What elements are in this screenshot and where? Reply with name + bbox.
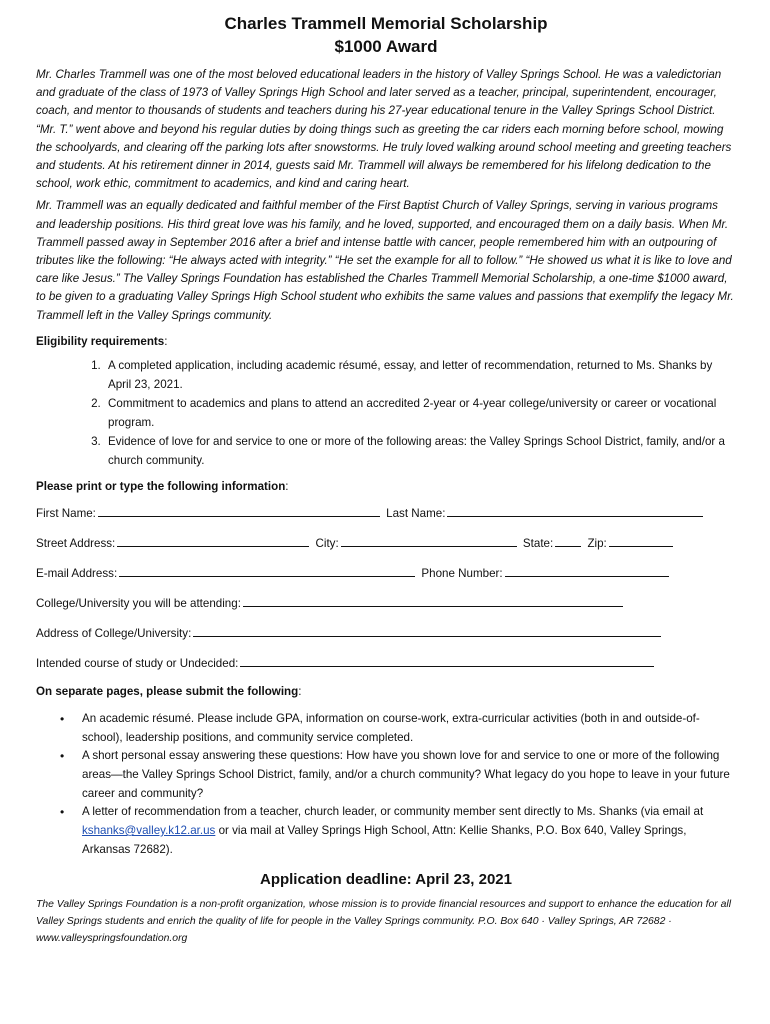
form-heading-colon: : xyxy=(285,479,289,493)
footer-text: The Valley Springs Foundation is a non-profit organization, whose mission is to provide financial resources and support to enhance the education for all Valley Springs students and enrich the quality of life for people in the Valley Springs community. P.O. Box 640 · Valley Springs, AR 72682 · www.valleyspringsfoundation.org xyxy=(36,899,732,945)
last-name-label: Last Name: xyxy=(386,506,446,520)
college-field[interactable] xyxy=(243,595,623,607)
name-row xyxy=(36,505,736,522)
eligibility-item-3: 3. Evidence of love for and service to one or more of the following areas: the Valley Springs School District, family, and/or a church community. xyxy=(104,432,736,470)
form-heading xyxy=(36,480,736,493)
state-field[interactable] xyxy=(555,535,581,547)
form-heading-text: Please print or type the following information xyxy=(36,479,286,493)
email-link[interactable]: kshanks@valley.k12.ar.us xyxy=(82,824,216,838)
course-row xyxy=(36,655,736,672)
submit-item-3-after: or via mail at Valley Springs High School, Attn: Kellie Shanks, P.O. Box 640, Valley Springs, Arkansas 72682). xyxy=(82,824,687,856)
contact-row xyxy=(36,565,736,582)
phone-label: Phone Number: xyxy=(421,566,503,580)
bullet-icon: • xyxy=(60,805,65,820)
eligibility-heading-text: Eligibility requirements xyxy=(36,334,165,348)
submit-heading-text: On separate pages, please submit the following xyxy=(36,684,299,698)
city-field[interactable] xyxy=(341,535,517,547)
submit-heading-colon: : xyxy=(298,684,302,698)
city-label: City: xyxy=(315,536,339,550)
eligibility-heading xyxy=(36,335,736,348)
bullet-icon: • xyxy=(60,711,65,726)
intro-section xyxy=(36,66,736,325)
college-label: College/University you will be attending: xyxy=(36,596,241,610)
first-name-field[interactable] xyxy=(98,505,380,517)
zip-label: Zip: xyxy=(587,536,607,550)
submit-item-2 xyxy=(60,747,736,803)
street-address-field[interactable] xyxy=(117,535,309,547)
phone-field[interactable] xyxy=(505,565,669,577)
college-address-label: Address of College/University: xyxy=(36,626,192,640)
last-name-field[interactable] xyxy=(447,505,703,517)
bullet-icon: • xyxy=(60,749,65,764)
eligibility-heading-colon: : xyxy=(164,334,168,348)
course-field[interactable] xyxy=(240,655,654,667)
submit-heading xyxy=(36,685,736,698)
submit-item-2-text: A short personal essay answering these questions: How have you shown love for and service to one or more of the following areas—the Valley Springs School District, family, and/or a church community? What legacy do you hope to leave in your future career and community? xyxy=(82,749,730,800)
email-label: E-mail Address: xyxy=(36,566,118,580)
college-address-row xyxy=(36,625,736,642)
college-address-field[interactable] xyxy=(193,625,661,637)
eligibility-list xyxy=(36,356,736,470)
intro-paragraph-1: Mr. Charles Trammell was one of the most beloved educational leaders in the history of Valley Springs School. He was a valedictorian and graduate of the class of 1973 of Valley Springs High School and later served as a teacher, principal, superintendent, encourager, coach, and mentor to thousands of students and teachers during his 27-year educational tenure in the Valley Springs School District. “Mr. T.” went above and beyond his regular duties by doing things such as greeting the car riders each morning before school, mowing the schoolyards, and clearing off the parking lots after snowstorms. He truly loved walking around school meeting and greeting teachers and students. At his retirement dinner in 2014, guests said Mr. Trammell will always be remembered for his lifelong dedication to the school, work ethic, commitment to academics, and kind and caring heart. xyxy=(36,68,732,191)
submit-item-1 xyxy=(60,710,736,747)
intro-paragraph-2: Mr. Trammell was an equally dedicated and faithful member of the First Baptist Church of Valley Springs, serving in various programs and leadership positions. His third great love was his family, and he loved, supported, and encouraged them on a daily basis. When Mr. Trammell passed away in September 2016 after a brief and intense battle with cancer, people remembered him with an outpouring of tributes like the following: “He always acted with integrity.” “He set the example for all to follow.” “He showed us what it is like to love and care like Jesus.” The Valley Springs Foundation has established the Charles Trammell Memorial Scholarship, a one-time $1000 award, to be given to a graduating Valley Springs High School student who exhibits the same values and passions that exemplify the legacy Mr. Trammell left in the Valley Springs community. xyxy=(36,199,734,322)
award-subtitle: $1000 Award xyxy=(334,37,438,56)
zip-field[interactable] xyxy=(609,535,673,547)
application-deadline: Application deadline: April 23, 2021 xyxy=(259,871,512,889)
eligibility-item-1: 1. A completed application, including academic résumé, essay, and letter of recommendation, returned to Ms. Shanks by April 23, 2021. xyxy=(104,356,736,394)
street-address-label: Street Address: xyxy=(36,536,116,550)
state-label: State: xyxy=(522,536,554,550)
submit-list xyxy=(36,710,736,860)
college-row xyxy=(36,595,736,612)
submit-item-3 xyxy=(60,803,736,859)
address-row xyxy=(36,535,736,552)
course-label: Intended course of study or Undecided: xyxy=(36,656,239,670)
email-field[interactable] xyxy=(119,565,415,577)
scholarship-document xyxy=(36,12,736,947)
first-name-label: First Name: xyxy=(36,506,96,520)
eligibility-item-2: 2. Commitment to academics and plans to attend an accredited 2-year or 4-year college/university or career or vocational program. xyxy=(104,394,736,432)
submit-item-1-text: An academic résumé. Please include GPA, information on course-work, extra-curricular activities (both in and outside-of-school), leadership positions, and community service completed. xyxy=(82,711,700,744)
submit-item-3-before: A letter of recommendation from a teacher, church leader, or community member sent directly to Ms. Shanks (via email at xyxy=(82,805,704,819)
page-title: Charles Trammell Memorial Scholarship xyxy=(224,14,548,33)
